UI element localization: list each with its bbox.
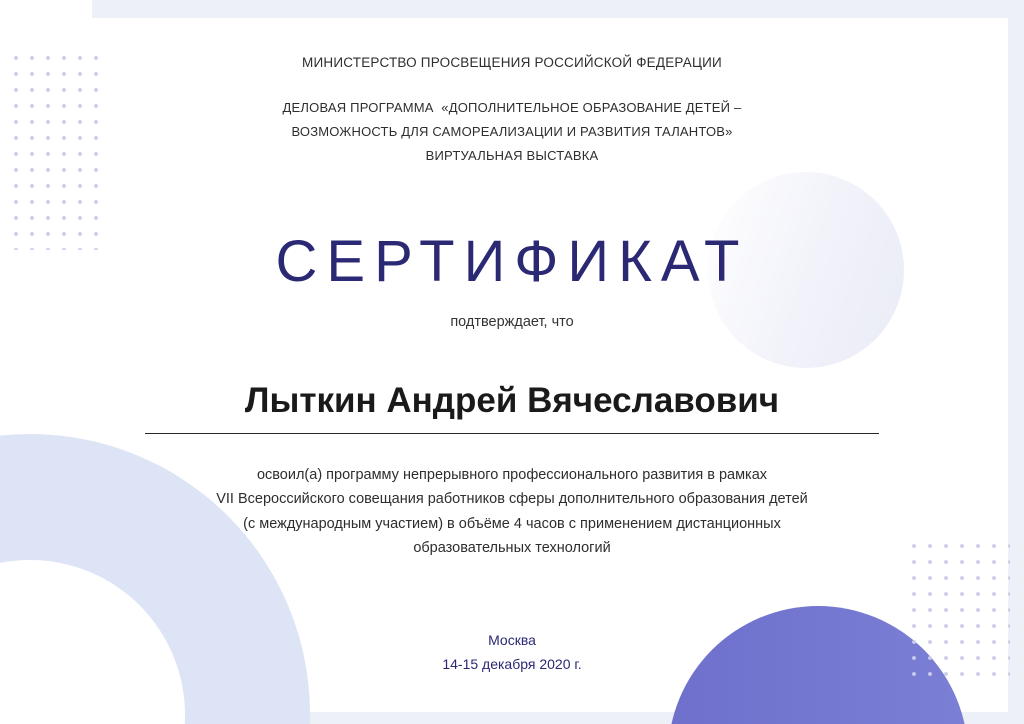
recipient-name: Лыткин Андрей Вячеславович — [244, 381, 780, 420]
program-line-2: ВОЗМОЖНОСТЬ ДЛЯ САМОРЕАЛИЗАЦИИ И РАЗВИТИЯ ТАЛАНТОВ» — [291, 124, 733, 139]
certificate-title: СЕРТИФИКАТ — [275, 229, 749, 294]
program-line-3: ВИРТУАЛЬНАЯ ВЫСТАВКА — [425, 148, 599, 163]
name-underline — [145, 433, 879, 434]
city-label: Москва — [488, 632, 536, 648]
body-line-2: VII Всероссийского совещания работников сферы дополнительного образования детей — [216, 491, 808, 507]
body-line-1: освоил(а) программу непрерывного профессионального развития в рамках — [256, 467, 768, 483]
confirms-text: подтверждает, что — [450, 314, 574, 330]
body-line-4: образовательных технологий — [413, 540, 611, 556]
date-label: 14-15 декабря 2020 г. — [442, 656, 582, 672]
program-line-1: ДЕЛОВАЯ ПРОГРАММА «ДОПОЛНИТЕЛЬНОЕ ОБРАЗОВАНИЕ ДЕТЕЙ – — [282, 100, 742, 115]
ministry-heading: МИНИСТЕРСТВО ПРОСВЕЩЕНИЯ РОССИЙСКОЙ ФЕДЕРАЦИИ — [302, 55, 722, 70]
body-line-3: (с международным участием) в объёме 4 часов с применением дистанционных — [243, 516, 781, 532]
